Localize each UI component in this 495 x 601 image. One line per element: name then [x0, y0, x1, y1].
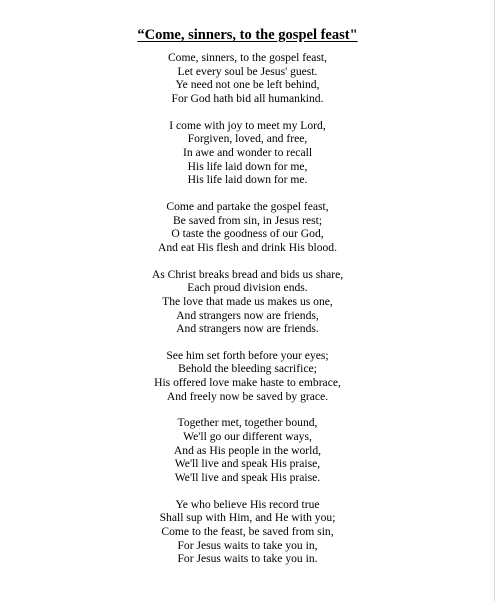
verse-line: For Jesus waits to take you in.: [177, 552, 318, 566]
hymn-title-text: “Come, sinners, to the gospel feast": [137, 27, 358, 43]
verse-line: Ye need not one be left behind,: [175, 78, 320, 92]
verse-line: And strangers now are friends,: [176, 308, 319, 322]
verse-line: His life laid down for me,: [187, 159, 308, 173]
verse-line: Come to the feast, be saved from sin,: [161, 525, 334, 539]
verse-line: For Jesus waits to take you in,: [177, 538, 318, 552]
verse-line: For God hath bid all humankind.: [171, 91, 324, 105]
verse-line: His life laid down for me.: [187, 173, 308, 187]
verse-line: We'll go our different ways,: [183, 430, 312, 444]
verse-line: Shall sup with Him, and He with you;: [159, 511, 336, 525]
verse-line: Come and partake the gospel feast,: [166, 199, 329, 213]
verse-line: Forgiven, loved, and free,: [187, 132, 308, 146]
verse-line: Be saved from sin, in Jesus rest;: [172, 213, 323, 227]
hymn-title: [0, 26, 495, 44]
stanza-5: [0, 349, 495, 404]
verse-line: We'll live and speak His praise.: [174, 471, 321, 485]
hymn-body: [0, 51, 495, 579]
stanza-4: [0, 268, 495, 336]
stanza-7: [0, 498, 495, 566]
verse-line: See him set forth before your eyes;: [166, 348, 329, 362]
verse-line: Together met, together bound,: [177, 416, 318, 430]
stanza-3: [0, 200, 495, 255]
verse-line: Each proud division ends.: [187, 281, 308, 295]
stanza-2: [0, 119, 495, 187]
verse-line: His offered love make haste to embrace,: [154, 376, 341, 390]
verse-line: And eat His flesh and drink His blood.: [157, 240, 338, 254]
verse-line: And freely now be saved by grace.: [166, 389, 329, 403]
verse-line: In awe and wonder to recall: [182, 145, 313, 159]
verse-line: Ye who believe His record true: [175, 497, 320, 511]
verse-line: And strangers now are friends.: [176, 322, 319, 336]
verse-line: And as His people in the world,: [173, 443, 322, 457]
stanza-6: [0, 416, 495, 484]
verse-line: I come with joy to meet my Lord,: [169, 118, 326, 132]
verse-line: Behold the bleeding sacrifice;: [178, 362, 317, 376]
verse-line: We'll live and speak His praise,: [174, 457, 321, 471]
verse-line: The love that made us makes us one,: [162, 294, 333, 308]
verse-line: O taste the goodness of our God,: [171, 227, 324, 241]
stanza-1: [0, 51, 495, 106]
verse-line: Come, sinners, to the gospel feast,: [167, 51, 328, 64]
verse-line: As Christ breaks bread and bids us share,: [151, 267, 344, 281]
verse-line: Let every soul be Jesus' guest.: [177, 64, 318, 78]
